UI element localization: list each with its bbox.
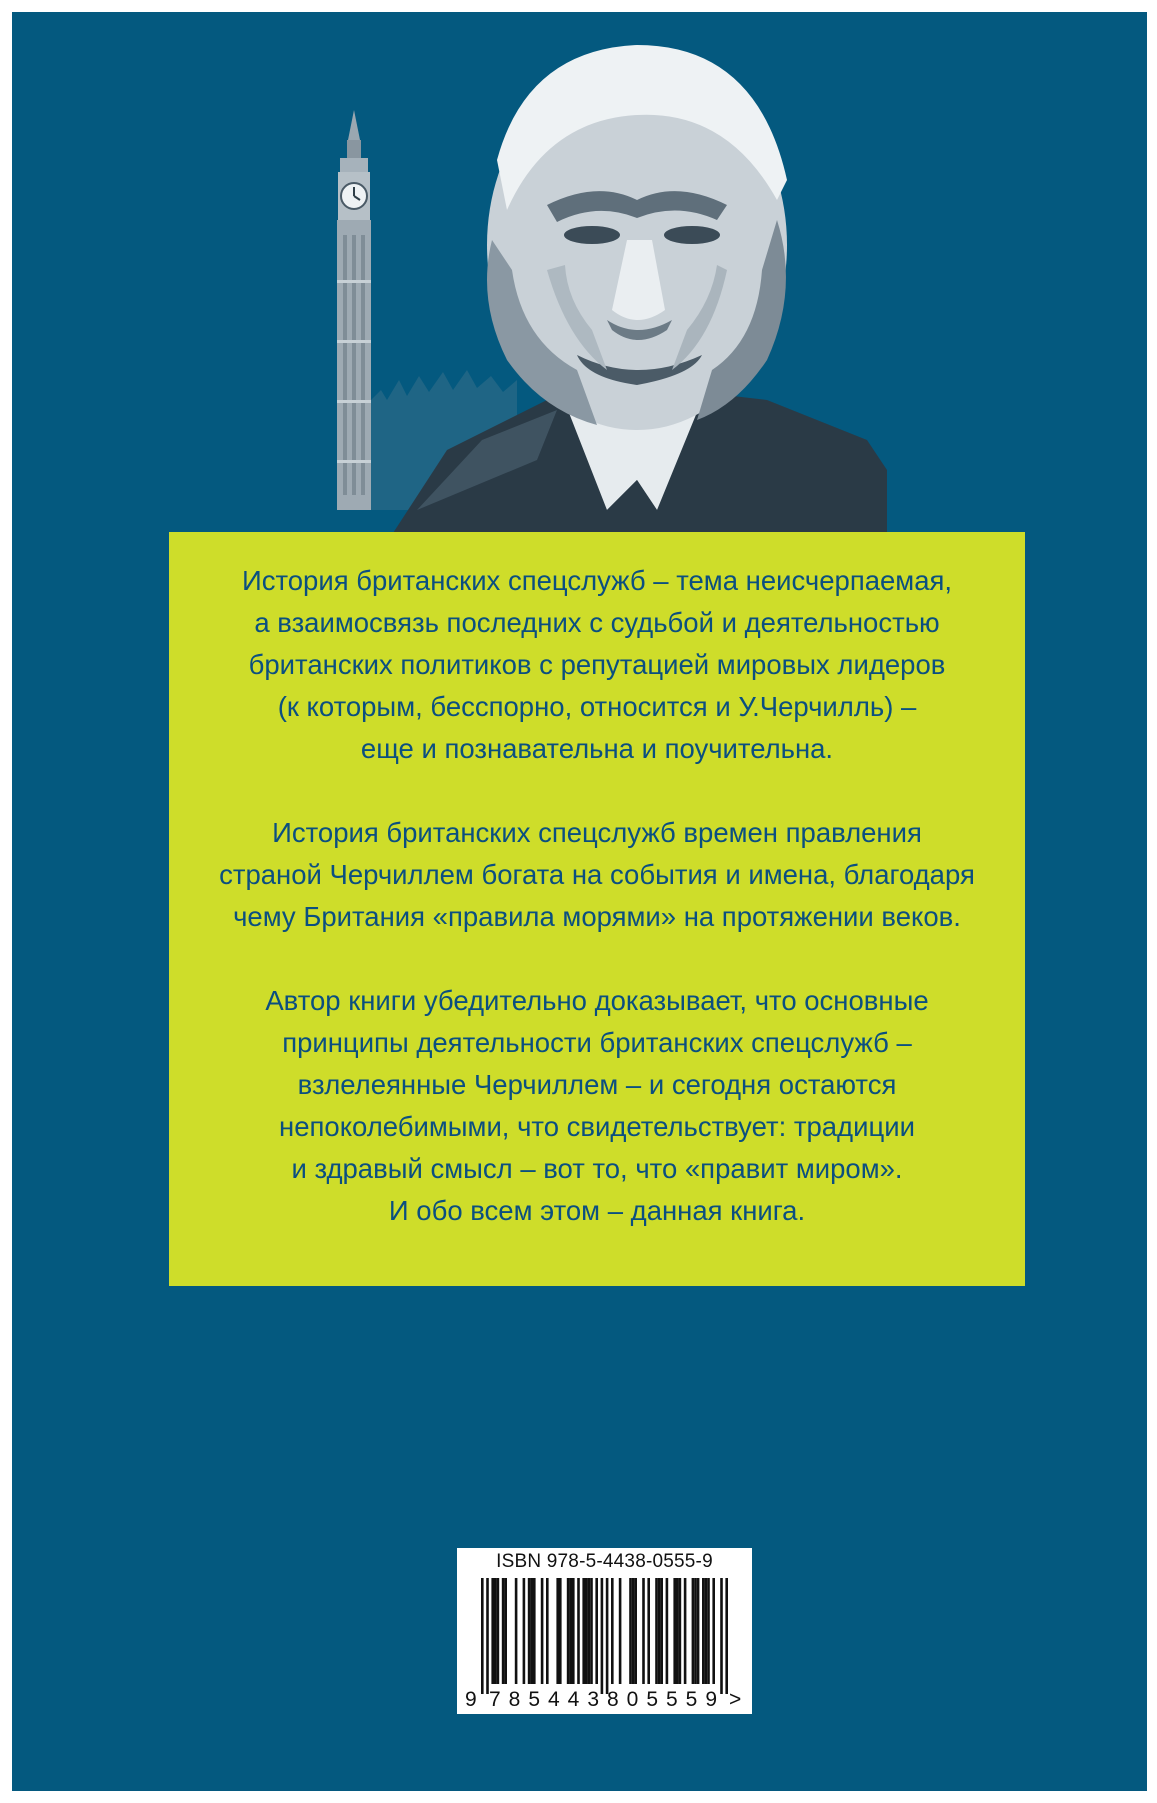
barcode-bar [712,1578,715,1684]
barcode-bar [606,1578,609,1694]
barcode-bar [632,1578,635,1684]
barcode-bar [692,1578,695,1684]
barcode-bar [541,1578,544,1684]
barcode-bar [546,1578,549,1684]
book-back-cover [12,12,1147,1791]
barcode-bar [504,1578,507,1684]
blurb-line: и здравый смысл – вот то, что «правит миром». [291,1153,903,1184]
barcode-bar [572,1578,575,1684]
barcode-bar [642,1578,645,1684]
portrait-illustration [307,40,887,550]
blurb-panel [169,532,1025,1286]
blurb-line: принципы деятельности британских спецслужб – [282,1027,912,1058]
churchill-portrait [487,45,787,430]
blurb-line: еще и познавательна и поучительна. [360,733,834,764]
barcode-bar [595,1578,598,1684]
blurb-line: а взаимосвязь последних с судьбой и деятельностью [254,607,940,638]
barcode-bars [481,1578,728,1694]
blurb-line: История британских спецслужб – тема неисчерпаемая, [241,565,953,596]
barcode-bar [676,1578,679,1684]
blurb-line: страной Черчиллем богата на события и имена, благодаря [219,859,975,890]
blurb-line: взлелеянные Черчиллем – и сегодня остаются [297,1069,897,1100]
barcode-bar [634,1578,637,1684]
barcode-bar [486,1578,489,1694]
barcode-bar [697,1578,700,1684]
barcode-bar [611,1578,614,1684]
barcode-bar [629,1578,632,1684]
barcode-bar [494,1578,497,1684]
blurb-paragraph-1 [199,560,995,770]
barcode-bar [694,1578,697,1684]
barcode-right-digits: 805559 [607,1688,717,1711]
blurb-line: Автор книги убедительно доказывает, что основные [265,985,929,1016]
barcode-bar [585,1578,588,1684]
isbn-label: ISBN 978-5-4438-0555-9 [496,1551,713,1572]
barcode-bar [502,1578,505,1684]
barcode-bar [523,1578,526,1684]
blurb-line: (к которым, бесспорно, относится и У.Черчилль) – [277,691,917,722]
blurb-paragraph-2 [199,812,995,938]
barcode-bar [567,1578,570,1684]
barcode-bar [658,1578,661,1684]
blurb-line: История британских спецслужб времен правления [272,817,922,848]
blurb-line: британских политиков с репутацией мировых лидеров [248,649,946,680]
barcode-bar [530,1578,533,1684]
barcode-bar [655,1578,658,1684]
barcode-marker: > [729,1688,742,1711]
blurb-line: И обо всем этом – данная книга. [388,1195,806,1226]
barcode-bar [702,1578,705,1684]
barcode-bar [660,1578,663,1684]
barcode-bar [559,1578,562,1684]
barcode-bar [588,1578,591,1684]
barcode-bar [673,1578,676,1684]
barcode-bar [590,1578,593,1684]
barcode-bar [481,1578,484,1694]
barcode-bar [497,1578,500,1684]
blurb-paragraph-3 [199,980,995,1232]
barcode-bar [619,1578,622,1684]
barcode-bar [577,1578,580,1684]
big-ben-icon [337,110,371,510]
barcode-bar [725,1578,728,1694]
barcode-bar [569,1578,572,1684]
barcode-bar [705,1578,708,1684]
isbn-barcode [457,1548,752,1714]
barcode-bar [684,1578,687,1684]
barcode-bar [556,1578,559,1684]
barcode-bar [601,1578,604,1694]
barcode-left-digits: 785443 [489,1688,599,1711]
barcode-bar [528,1578,531,1684]
blurb-line: чему Британия «правила морями» на протяжении веков. [233,901,961,932]
barcode-bar [491,1578,494,1684]
barcode-bar [679,1578,682,1684]
blurb-line: непоколебимыми, что свидетельствует: традиции [279,1111,915,1142]
barcode-bar [647,1578,650,1684]
barcode-first-digit: 9 [465,1688,477,1711]
barcode-bar [533,1578,536,1684]
barcode-bar [720,1578,723,1694]
barcode-bar [582,1578,585,1684]
barcode-bar [515,1578,518,1684]
barcode-bar [666,1578,669,1684]
barcode-graphic [457,1548,752,1714]
barcode-bar [707,1578,710,1684]
